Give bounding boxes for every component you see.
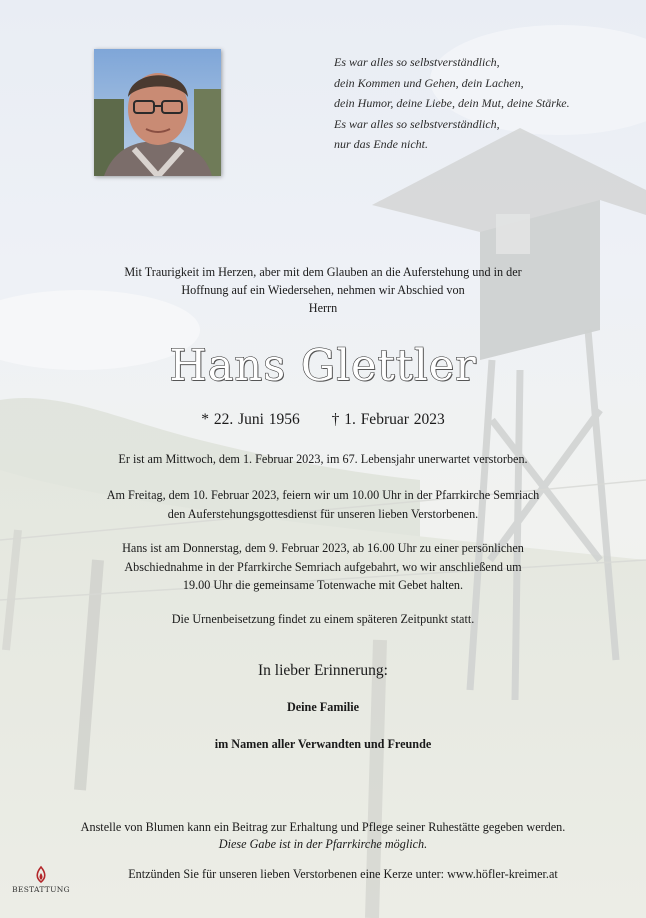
paragraph-line: Abschiednahme in der Pfarrkirche Semriach aufgebahrt, wo wir anschließend um xyxy=(124,559,522,574)
intro-line: Herrn xyxy=(308,301,338,315)
paragraph-urn xyxy=(0,610,646,629)
candle-note: Entzünden Sie für unseren lieben Verstorbenen eine Kerze unter: www.höfler-kreimer.at xyxy=(128,867,558,881)
paragraph-line: Die Urnenbeisetzung findet zu einem späteren Zeitpunkt statt. xyxy=(171,612,475,626)
poem-line: Es war alles so selbstverständlich, xyxy=(334,116,500,131)
paragraph-line: Hans ist am Donnerstag, dem 9. Februar 2023, ab 16.00 Uhr zu einer persönlichen xyxy=(122,541,524,555)
family-signature: Deine Familie xyxy=(286,700,360,714)
poem-line: dein Kommen und Gehen, dein Lachen, xyxy=(334,75,524,90)
poem-line: dein Humor, deine Liebe, dein Mut, deine Stärke. xyxy=(334,96,570,111)
in-memory-heading: In lieber Erinnerung: xyxy=(258,662,388,679)
paragraph-line: 19.00 Uhr die gemeinsame Totenwache mit Gebet halten. xyxy=(182,578,464,592)
paragraph-viewing xyxy=(0,539,646,595)
donation-note xyxy=(0,819,646,853)
birth-date: * 22. Juni 1956 xyxy=(201,411,300,428)
portrait-photo xyxy=(94,49,221,176)
intro-text xyxy=(0,263,646,317)
deceased-name: Hans Glettler xyxy=(169,341,477,391)
logo-text: BESTATTUNG xyxy=(12,885,70,894)
intro-line: Mit Traurigkeit im Herzen, aber mit dem Glauben an die Auferstehung und in der xyxy=(124,265,522,279)
donation-text: Anstelle von Blumen kann ein Beitrag zur Erhaltung und Pflege seiner Ruhestätte gegeben werden. xyxy=(80,820,566,834)
poem-line: nur das Ende nicht. xyxy=(334,137,428,152)
paragraph-mass xyxy=(0,486,646,523)
death-date: † 1. Februar 2023 xyxy=(331,411,445,428)
life-dates xyxy=(0,410,646,430)
intro-line: Hoffnung auf ein Wiedersehen, nehmen wir Abschied von xyxy=(181,283,465,297)
poem-line: Es war alles so selbstverständlich, xyxy=(334,55,500,69)
poem xyxy=(334,52,634,155)
paragraph-line: Er ist am Mittwoch, dem 1. Februar 2023, im 67. Lebensjahr unerwartet verstorben. xyxy=(118,452,528,466)
paragraph-line: Am Freitag, dem 10. Februar 2023, feiern wir um 10.00 Uhr in der Pfarrkirche Semriach xyxy=(106,488,540,502)
paragraph-line: den Auferstehungsgottesdienst für unseren lieben Verstorbenen. xyxy=(167,506,479,521)
donation-location: Diese Gabe ist in der Pfarrkirche möglich. xyxy=(218,837,428,851)
candle-flame-icon xyxy=(10,865,72,885)
relatives-signature: im Namen aller Verwandten und Freunde xyxy=(214,737,432,751)
funeral-home-logo xyxy=(10,865,72,911)
paragraph-death xyxy=(0,450,646,469)
